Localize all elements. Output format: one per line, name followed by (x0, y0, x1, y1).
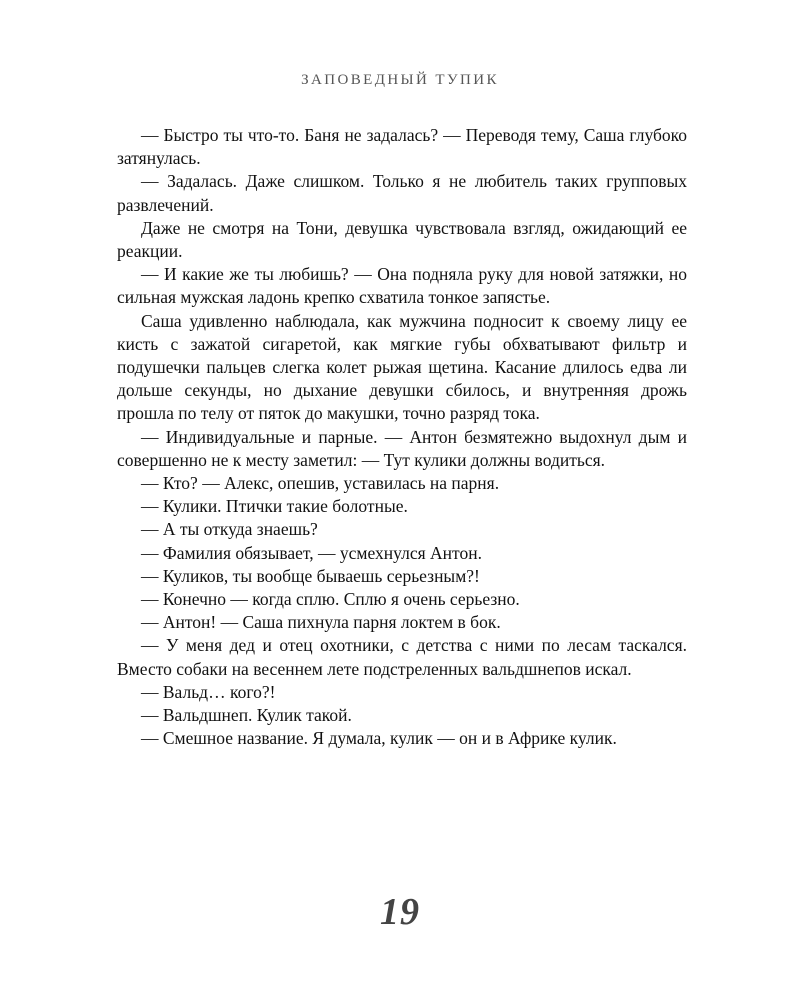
paragraph: — Куликов, ты вообще бываешь серьезным?! (141, 565, 480, 586)
paragraph: — Антон! — Саша пихнула парня локтем в бок. (141, 612, 501, 633)
paragraph: — Вальд… кого?! (141, 681, 276, 702)
paragraph: — И какие же ты любишь? — Она подняла руку для новой затяжки, но сильная мужская ладонь крепко схватила тонкое запястье. (117, 264, 687, 308)
paragraph: — Индивидуальные и парные. — Антон безмятежно выдохнул дым и совершенно не к месту заметил: — Тут кулики должны водиться. (117, 426, 687, 470)
paragraph: Саша удивленно наблюдала, как мужчина подносит к своему лицу ее кисть с зажатой сигаретой, как мягкие губы обхватывают фильтр и подушечки пальцев слегка колет рыжая щетина. Касание длилось едва ли дольше секунды, но дыхание девушки сбилось, и внутренняя дрожь прошла по телу от пяток до макушки, точно разряд тока. (117, 310, 687, 424)
paragraph: — Вальдшнеп. Кулик такой. (141, 705, 352, 726)
page-number: 19 (380, 891, 420, 933)
paragraph: — Конечно — когда сплю. Сплю я очень серьезно. (141, 589, 520, 610)
paragraph: — Кто? — Алекс, опешив, уставилась на парня. (141, 473, 500, 494)
paragraph: — А ты откуда знаешь? (141, 519, 318, 540)
paragraph: — Кулики. Птички такие болотные. (141, 496, 408, 517)
paragraph: Даже не смотря на Тони, девушка чувствовала взгляд, ожидающий ее реакции. (117, 217, 687, 262)
paragraph: — У меня дед и отец охотники, с детства с ними по лесам таскался. Вместо собаки на весеннем лете подстреленных вальдшнепов искал. (117, 635, 687, 679)
running-head: ЗАПОВЕДНЫЙ ТУПИК (301, 72, 499, 88)
paragraph: — Быстро ты что-то. Баня не задалась? — Переводя тему, Саша глубоко затянулась. (117, 125, 687, 169)
paragraph: — Фамилия обязывает, — усмехнулся Антон. (141, 542, 482, 563)
body-text (117, 124, 687, 750)
paragraph: — Смешное название. Я думала, кулик — он и в Африке кулик. (141, 728, 617, 749)
paragraph: — Задалась. Даже слишком. Только я не любитель таких групповых развлечений. (117, 171, 687, 215)
